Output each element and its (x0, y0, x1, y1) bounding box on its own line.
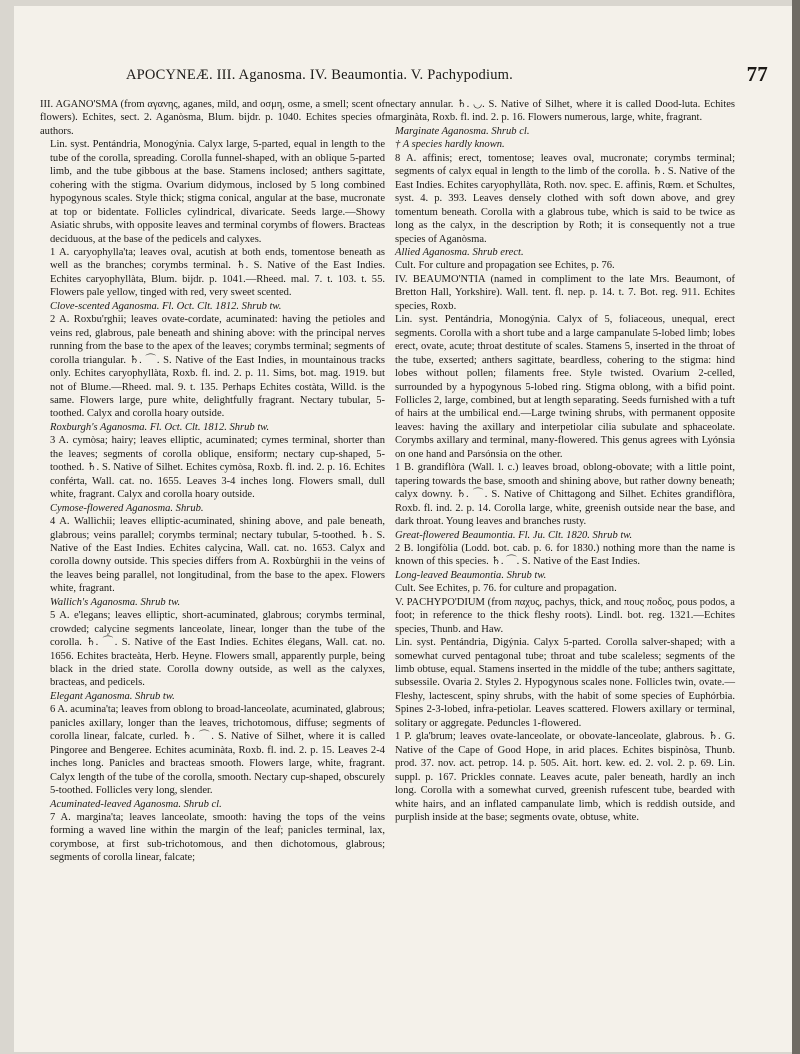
aganosma-culture: Cult. For culture and propagation see Echìtes, p. 76. (395, 260, 615, 272)
page-header (22, 60, 768, 90)
common-name-caryophyllata: Clove-scented Aganosma. Fl. Oct. Clt. 1812. Shrub tw. (50, 300, 282, 312)
beaumontia-characters: Lin. syst. Pentándria, Monogýnia. Calyx of 5, foliaceous, unequal, erect segments. Corolla with a short tube and a large campanulate 5-lobed limb; lobes erect, ovate, acute; throat destitute of scales. Stamens 5, inserted in the throat of the tube, exserted; anthers sagittate, beardless, cohering to the stigma: hind lobes without pollen; filaments free. Style twisted. Ovarium 2-celled, surrounded by a hypogynous 5-lobed ring. Stigma oblong, with a bifid point. Follicles 2, large, combined, but at length separating. Seeds furnished with a tuft of hairs at the umbilical end.—Large twining shrubs, with permanent opposite leaves: having the axillary and interpetiolar cilia subulate and sphaceolate. Corymbs axillary and terminal, many-flowered. This genus agrees with Lyónsia on one hand and Parsónsia on the other. (395, 314, 735, 460)
genus-beaumontia-intro: IV. BEAUMO'NTIA (named in compliment to the late Mrs. Beaumont, of Bretton Hall, Yorkshire). Wall. tent. fl. nep. p. 14. t. 7. Bot. reg. 911. Echites species, Roxb. (395, 273, 735, 312)
common-name-affinis: Allied Aganosma. Shrub erect. (395, 246, 524, 258)
common-name-grandiflora: Great-flowered Beaumontia. Fl. Ju. Clt. 1820. Shrub tw. (395, 529, 633, 541)
right-column (385, 98, 735, 824)
common-name-cymosa: Cymose-flowered Aganosma. Shrub. (50, 502, 204, 514)
species-cymosa: 3 A. cymòsa; hairy; leaves elliptic, acuminated; cymes terminal, shorter than the leaves; segments of corolla oblique, ensiform; nectary cup-shaped, 5-toothed. ♄. S. Native of Silhet. Echites cymòsa, Roxb. fl. ind. 2. p. 16. Echites conférta, Wall. cat. no. 1655. Leaves 3-4 inches long. Flowers small, dull white, fragrant. Calyx and corolla hoary outside. (50, 435, 385, 501)
aganosma-characters: Lin. syst. Pentándria, Monogýnia. Calyx large, 5-parted, equal in length to the tube of the corolla, spreading. Corolla funnel-shaped, with an oblique 5-parted limb, and the tube gibbous at the base. Stamens inclosed; anthers sagittate, cohering with the stigma. Ovarium didymous, inclosed by 5 long combined hypogynous scales. Style thick; stigma conical, angular at the base, mucronate at top or bidentate. Follicles cylindrical, divaricate. Seeds large.—Showy Asiatic shrubs, with opposite leaves and terminal corymbs of flowers. Bracteas deciduous, at the base of the pedicels and calyxes. (50, 139, 385, 245)
page-edge-shadow (792, 0, 800, 1054)
species-wallichii: 4 A. Wallìchii; leaves elliptic-acuminated, shining above, and pale beneath, glabrous; veins parallel; corymbs terminal; nectary tubular, 5-toothed. ♄. S. Native of the East Indies. Echites calycina, Wall. cat. no. 1653. Calyx and corolla downy outside. This species differs from A. Roxbùrghii in the veins of the leaves being parallel, not longitudinal, from the base to the apex. Flowers white, fragrant. (50, 516, 385, 595)
species-grandiflora: 1 B. grandiflòra (Wall. l. c.) leaves broad, oblong-obovate; with a little point, tapering towards the base, smooth and shining above, but rather downy beneath; calyx downy. ♄. ⌒. S. Native of Chittagong and Silhet. Echites grandiflòra, Roxb. fl. ind. 2. p. 14. Corolla large, white, greenish outside near the base, and dark throat. Young leaves and branches rusty. (395, 462, 735, 528)
species-marginata: 7 A. margina'ta; leaves lanceolate, smooth: having the tops of the veins forming a waved line within the margin of the leaf; panicles terminal, lax, corymbose, at first sub-trichotomous, and then dichotomous, glabrous; segments of corolla linear, falcate; (50, 812, 385, 864)
marginata-continued: nectary annular. ♄. ◡. S. Native of Silhet, where it is called Dood-luta. Echites marginàta, Roxb. fl. ind. 2. p. 16. Flowers numerous, large, white, fragrant. (385, 99, 735, 124)
common-name-acuminata: Acuminated-leaved Aganosma. Shrub cl. (50, 798, 222, 810)
pachypodium-characters: Lin. syst. Pentándria, Digýnia. Calyx 5-parted. Corolla salver-shaped; with a somewhat curved pentagonal tube; throat and tube scaleless; segments of the limb obtuse, equal. Stamens inserted in the middle of the tube; anthers sagittate, subsessile. Ovaria 2. Styles 2. Hypogynous scales none. Follicles twin, ovate.—Fleshy, lactescent, spiny shrubs, with the habit of some species of Euphórbia. Spines 2-3-lobed, infra-petiolar. Leaves scattered. Flowers axillary or terminal, solitary or aggregate. Peduncles 1-flowered. (395, 637, 735, 729)
common-name-elegans: Elegant Aganosma. Shrub tw. (50, 690, 175, 702)
species-longifolia: 2 B. longifòlia (Lodd. bot. cab. p. 6. for 1830.) nothing more than the name is known of this species. ♄. ⌒. S. Native of the East Indies. (395, 542, 735, 568)
common-name-roxburghii: Roxburgh's Aganosma. Fl. Oct. Clt. 1812. Shrub tw. (50, 421, 270, 433)
species-glabrum: 1 P. gla'brum; leaves ovate-lanceolate, or obovate-lanceolate, glabrous. ♄. G. Native of the Cape of Good Hope, in arid places. Echites bispinòsa, Thunb. prod. 37. nov. act. petrop. 14. p. 505. Ait. hort. kew. ed. 2. vol. 2. p. 69. Lin. suppl. p. 167. Prickles connate. Leaves acute, paler beneath, hardly an inch long. Corolla with a somewhat curved, greenish rufescent tube, bearded with white hairs, and an inflated campanulate limb, which is reddish outside, and purplish inside at the base; segments ovate, obtuse, white. (395, 731, 735, 824)
species-acuminata: 6 A. acumina'ta; leaves from oblong to broad-lanceolate, acuminated, glabrous; panicles axillary, longer than the leaves, trichotomous, diffuse; segments of corolla linear, falcate, curled. ♄. ⌒. S. Native of Silhet, where it is called Pingoree and Bengeree. Echites acuminàta, Roxb. fl. ind. 2. p. 15. Leaves 2-4 inches long. Panicles and bracteas smooth. Flowers large, white, fragrant. Calyx length of the tube of the corolla, smooth. Nectary cup-shaped, obscurely 5-toothed. Follicles very long, slender. (50, 704, 385, 797)
species-roxburghii: 2 A. Roxbu'rghii; leaves ovate-cordate, acuminated: having the petioles and veins red, glabrous, pale beneath and shining above: with the principal nerves running from the base to the apex of the leaves; corymbs terminal; segments of corolla triangular. ♄. ⌒. S. Native of the East Indies, in mountainous tracks only. Echites caryophyllàta, Roxb. fl. ind. 2. p. 11. Sims, bot. mag. 1919. but not of Blume.—Rheed. mal. 9. t. 135. Perhaps Echites costàta, Willd. is the same. Flowers large, pure white, delightfully fragrant. Nectary tubular, 5-toothed. Calyx and corolla hoary outside. (50, 314, 385, 420)
left-column (40, 98, 385, 865)
common-name-marginata: Marginate Aganosma. Shrub cl. (395, 125, 530, 137)
page-number: 77 (746, 62, 768, 86)
species-affinis: 8 A. affìnis; erect, tomentose; leaves oval, mucronate; corymbs terminal; segments of calyx equal in length to the limb of the corolla. ♄. S. Native of the East Indies. Echites caryophyllàta, Roth. nov. spec. E. affìnis, Rœm. et Schultes, syst. 4. p. 393. Leaves densely clothed with soft down above, and grey tomentum beneath. Corolla with a glabrous tube, which is said to be twice as long as the calyx, in the description by Roth; it is consequently not a true species of Aganòsma. (395, 152, 735, 245)
doubtful-species-heading: † A species hardly known. (395, 139, 505, 151)
genus-aganosma-intro: III. AGANO'SMA (from αγανης, aganes, mild, and οσμη, osme, a smell; scent of flowers). Echites, sect. 2. Aganòsma, Blum. bijdr. p. 1040. Echites species of authors. (40, 99, 385, 137)
common-name-wallichii: Wallich's Aganosma. Shrub tw. (50, 596, 181, 608)
common-name-longifolia: Long-leaved Beaumontia. Shrub tw. (395, 569, 547, 581)
running-title: APOCYNEÆ. III. Aganosma. IV. Beaumontia. V. Pachypodium. (126, 67, 513, 83)
species-caryophyllata: 1 A. caryophylla'ta; leaves oval, acutish at both ends, tomentose beneath as well as the branches; corymbs terminal. ♄. S. Native of the East Indies. Echites caryophyllàta, Blum. bijdr. p. 1041.—Rheed. mal. 7. t. 103. t. 55. Flowers pale yellow, tinged with red, very sweet scented. (50, 246, 385, 299)
species-elegans: 5 A. e'legans; leaves elliptic, short-acuminated, glabrous; corymbs terminal, crowded; calycine segments lanceolate, linear, longer than the tube of the corolla. ♄. ⌒. S. Native of the East Indies. Echites élegans, Wall. cat. no. 1656. Echites bracteàta, Herb. Heyne. Flowers small, apparently purple, being black in the dried state. Corolla downy outside, as well as the calyxes, bracteas, and pedicels. (50, 610, 385, 689)
genus-pachypodium-intro: V. PACHYPO'DIUM (from παχυς, pachys, thick, and πους ποδος, pous podos, a foot; in reference to the thick fleshy roots). Lindl. bot. reg. 1321.—Echites species, Thunb. and Haw. (395, 596, 735, 635)
beaumontia-culture: Cult. See Echìtes, p. 76. for culture and propagation. (395, 583, 617, 595)
